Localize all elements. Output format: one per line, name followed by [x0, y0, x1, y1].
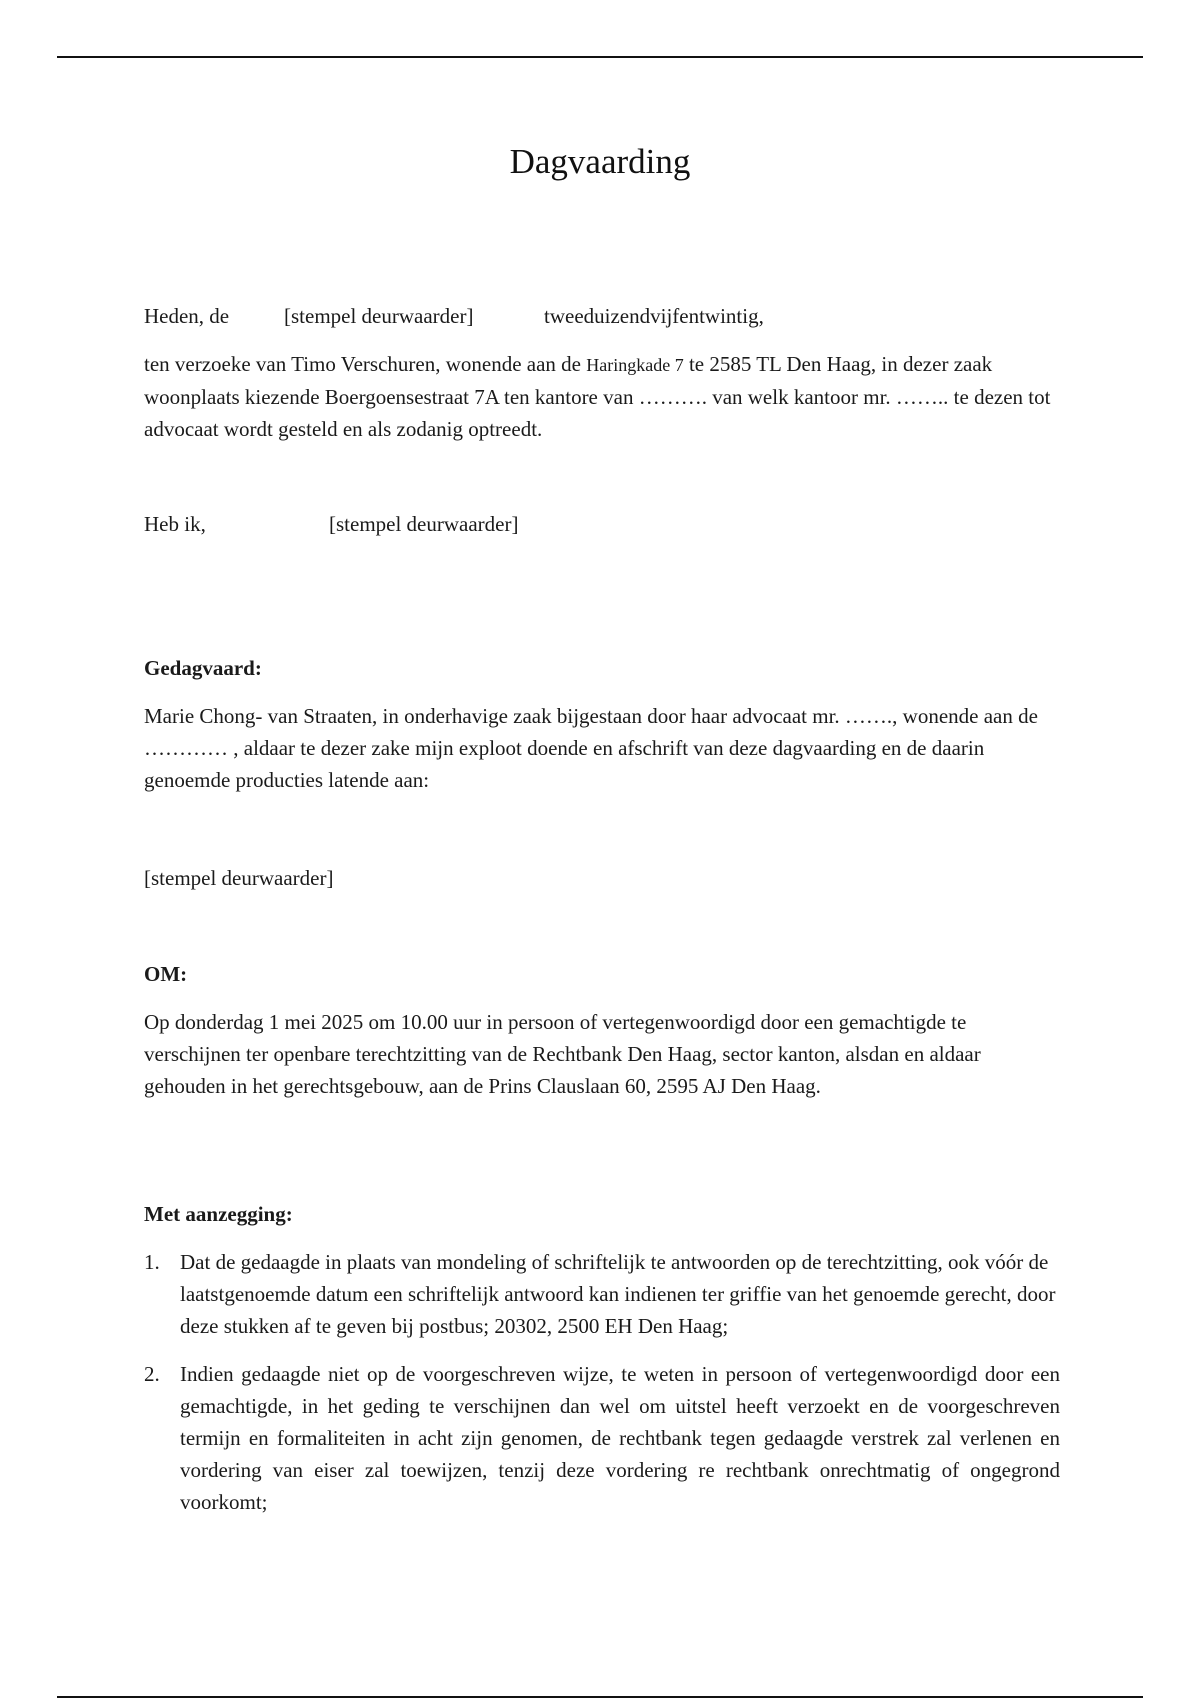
stamp-placeholder-3: [stempel deurwaarder]	[144, 866, 334, 890]
list-item	[144, 1246, 1060, 1342]
list-item	[144, 1358, 1060, 1518]
bottom-rule	[57, 1696, 1143, 1698]
document-title: Dagvaarding	[509, 142, 691, 181]
stamp-placeholder-1: [stempel deurwaarder]	[284, 304, 474, 328]
list-item-number: 2.	[144, 1362, 160, 1386]
heden-label: Heden, de	[144, 304, 230, 328]
om-paragraph: Op donderdag 1 mei 2025 om 10.00 uur in persoon of vertegenwoordigd door een gemachtigde te verschijnen ter openbare terechtzitting van de Rechtbank Den Haag, sector kanton, alsdan en aldaar gehouden in het gerechtsgebouw, aan de Prins Clauslaan 60, 2595 AJ Den Haag.	[144, 1010, 981, 1098]
top-rule	[57, 56, 1143, 58]
gedagvaard-heading: Gedagvaard:	[144, 656, 262, 680]
aanzegging-list	[144, 1246, 1060, 1518]
request-part-1: ten verzoeke van Timo Verschuren, wonende aan de	[144, 352, 587, 376]
heb-ik-label: Heb ik,	[144, 512, 206, 536]
gedagvaard-paragraph: Marie Chong- van Straaten, in onderhavige zaak bijgestaan door haar advocaat mr. ……., wonende aan de ………… , aldaar te dezer zake mijn exploot doende en afschrift van deze dagvaarding en de daarin genoemde producties latende aan:	[144, 704, 1038, 792]
year-text: tweeduizendvijfentwintig,	[544, 304, 764, 328]
request-part-2: te 2585 TL Den Haag, in dezer zaak woonplaats kiezende Boergoensestraat 7A ten kantore van ………. van welk kantoor mr. …….. te dezen tot advocaat wordt gesteld en als zodanig optreedt.	[144, 352, 1051, 441]
list-item-text: Indien gedaagde niet op de voorgeschreven wijze, te weten in persoon of vertegenwoordigd door een gemachtigde, in het geding te verschijnen dan wel om uitstel heeft verzoekt en de voorgeschreven termijn en formaliteiten in acht zijn genomen, de rechtbank tegen gedaagde verstrek zal verlenen en vordering van eiser zal toewijzen, tenzij deze vordering re rechtbank onrechtmatig of ongegrond voorkomt;	[180, 1362, 1060, 1514]
stamp-placeholder-2: [stempel deurwaarder]	[329, 512, 519, 536]
list-item-number: 1.	[144, 1250, 160, 1274]
aanzegging-heading: Met aanzegging:	[144, 1202, 293, 1226]
list-item-text: Dat de gedaagde in plaats van mondeling of schriftelijk te antwoorden op de terechtzitting, ook vóór de laatstgenoemde datum een schriftelijk antwoord kan indienen ter griffie van het genoemde gerecht, door deze stukken af te geven bij postbus; 20302, 2500 EH Den Haag;	[180, 1250, 1056, 1338]
address-text: Haringkade 7	[586, 355, 684, 375]
request-paragraph	[144, 348, 1060, 445]
om-heading: OM:	[144, 962, 188, 986]
